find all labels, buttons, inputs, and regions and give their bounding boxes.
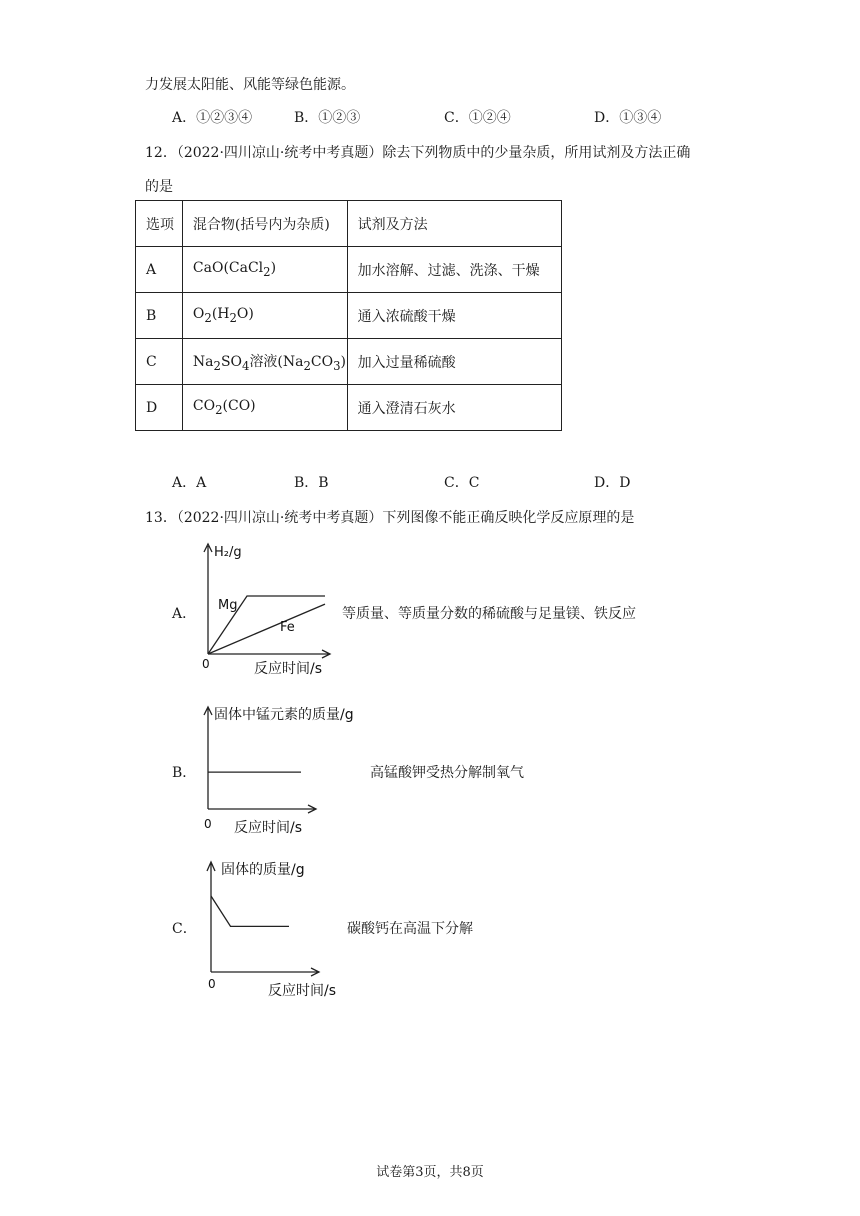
graph-c-origin: 0 — [208, 977, 216, 991]
table-header-row — [136, 201, 562, 247]
graph-a — [196, 540, 336, 675]
graph-c-description: 碳酸钙在高温下分解 — [347, 921, 473, 937]
q12-stem-line2: 的是 — [145, 179, 173, 195]
row-mixture: CaO(CaCl$_2$) — [182, 247, 347, 293]
graph-c-ylabel: 固体的质量/g — [221, 862, 305, 878]
header-method: 试剂及方法 — [347, 201, 561, 247]
graph-a-ylabel: H₂/g — [214, 545, 242, 560]
graph-b-origin: 0 — [204, 817, 212, 831]
row-option: B — [136, 293, 183, 339]
row-mixture: $O_2(H_2O)$ — [182, 293, 347, 339]
row-option: D — [136, 385, 183, 431]
graph-c — [203, 857, 353, 999]
q12-option-c[interactable]: C．C — [444, 475, 480, 491]
graph-a-series-label-fe: Fe — [280, 620, 295, 635]
row-mixture: $Na_2SO_4$溶液$(Na_2CO_3)$ — [182, 339, 347, 385]
graph-a-description: 等质量、等质量分数的稀硫酸与足量镁、铁反应 — [342, 606, 636, 622]
graph-b-ylabel: 固体中锰元素的质量/g — [214, 707, 354, 723]
row-method: 通入澄清石灰水 — [347, 385, 561, 431]
row-method: 加入过量稀硫酸 — [347, 339, 561, 385]
header-option: 选项 — [136, 201, 183, 247]
row-method: 加水溶解、过滤、洗涤、干燥 — [347, 247, 561, 293]
q11-option-c[interactable]: C．①②④ — [444, 110, 511, 126]
graph-a-origin: 0 — [202, 657, 210, 671]
q12-option-d[interactable]: D．D — [594, 475, 631, 491]
graph-a-xlabel: 反应时间/s — [254, 661, 323, 675]
mixture-table — [135, 200, 562, 431]
intro-line: 力发展太阳能、风能等绿色能源。 — [145, 77, 355, 93]
graph-a-series-label-mg: Mg — [218, 598, 238, 613]
graph-b-xlabel: 反应时间/s — [234, 820, 303, 836]
row-mixture: $CO_2(CO)$ — [182, 385, 347, 431]
row-option: C — [136, 339, 183, 385]
q13-option-a-label[interactable]: A． — [172, 606, 197, 622]
q11-option-d[interactable]: D．①③④ — [594, 110, 662, 126]
table-row — [136, 293, 562, 339]
page-footer: 试卷第3页，共8页 — [376, 1165, 484, 1180]
table-row — [136, 247, 562, 293]
q11-option-a[interactable]: A．①②③④ — [172, 110, 253, 126]
q11-option-b[interactable]: B．①②③ — [294, 110, 361, 126]
q12-option-b[interactable]: B．B — [294, 475, 329, 491]
graph-b-description: 高锰酸钾受热分解制氧气 — [370, 765, 524, 781]
header-mixture: 混合物(括号内为杂质) — [182, 201, 347, 247]
graph-c-xlabel: 反应时间/s — [268, 983, 337, 999]
graph-curve-line-0 — [211, 896, 289, 926]
row-option: A — [136, 247, 183, 293]
q12-option-a[interactable]: A．A — [172, 475, 207, 491]
graph-b — [198, 700, 373, 836]
q12-stem-line1: 12．（2022·四川凉山·统考中考真题）除去下列物质中的少量杂质，所用试剂及方法正确 — [145, 145, 691, 161]
q13-option-b-label[interactable]: B． — [172, 765, 197, 781]
q13-stem: 13．（2022·四川凉山·统考中考真题）下列图像不能正确反映化学反应原理的是 — [145, 510, 635, 526]
q13-option-c-label[interactable]: C． — [172, 921, 197, 937]
table-row — [136, 339, 562, 385]
row-method: 通入浓硫酸干燥 — [347, 293, 561, 339]
table-row — [136, 385, 562, 431]
